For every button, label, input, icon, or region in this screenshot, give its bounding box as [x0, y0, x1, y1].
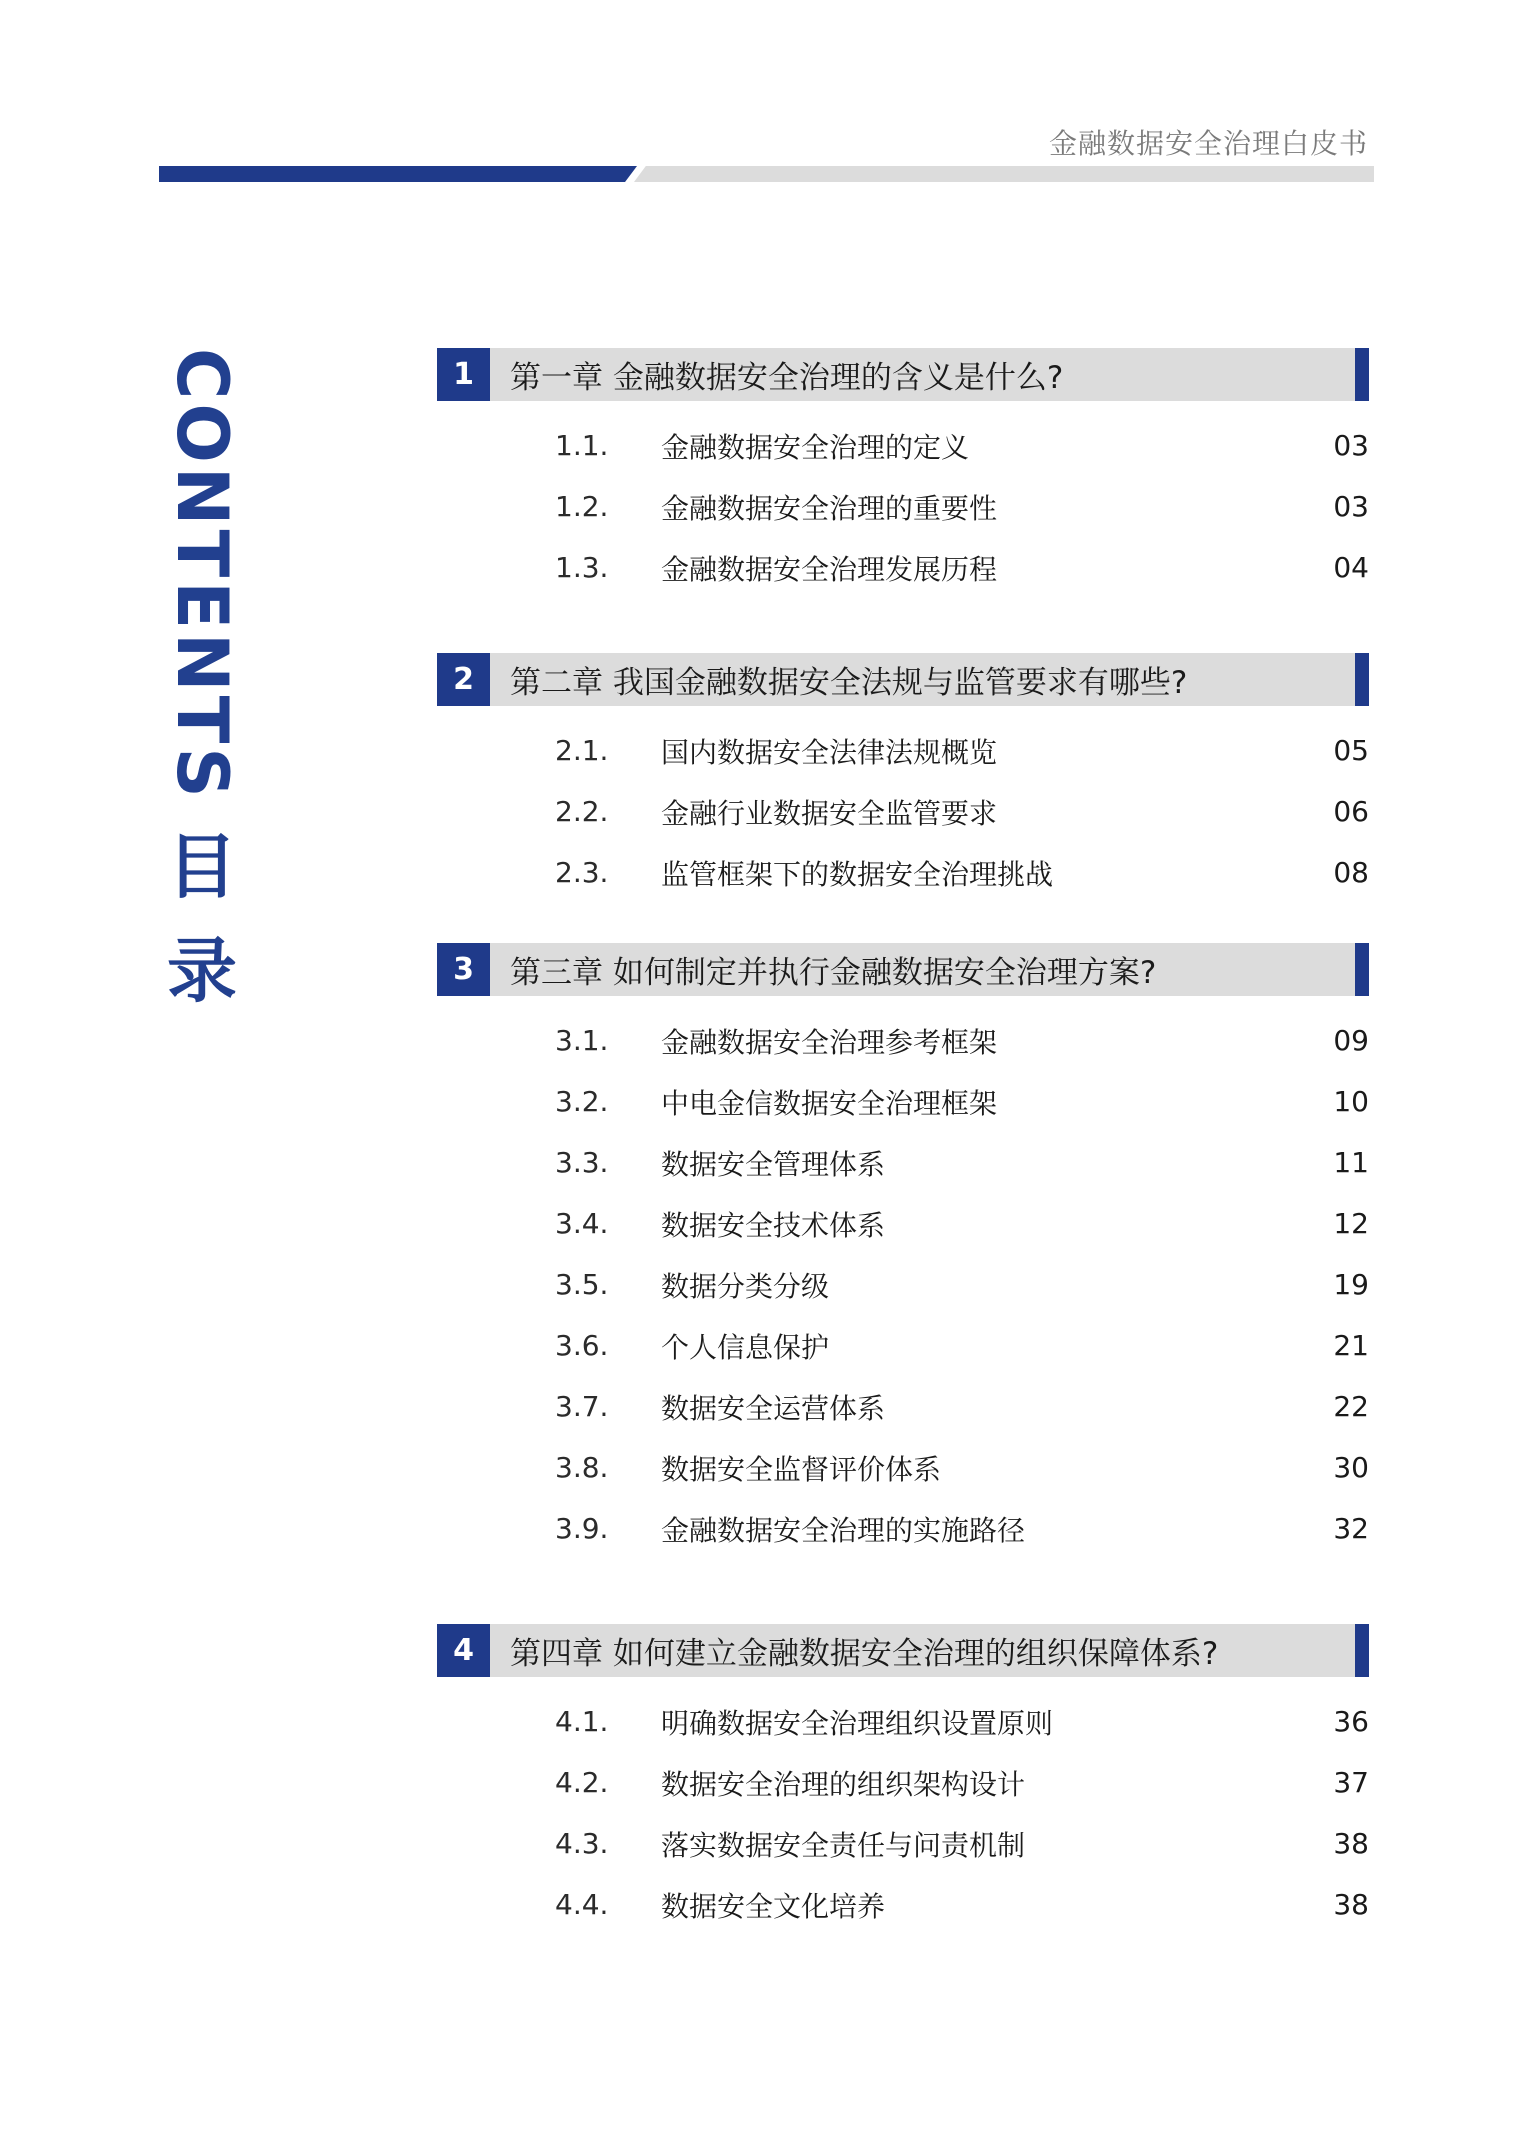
- entry-page: 38: [1333, 1888, 1369, 1921]
- chapter-4: [437, 1624, 1369, 1935]
- toc-entry[interactable]: [437, 476, 1369, 537]
- entry-label: 数据安全治理的组织架构设计: [661, 1767, 1026, 1801]
- chapter-end-marker: [1355, 1624, 1369, 1677]
- entry-number: 4.2.: [555, 1766, 609, 1799]
- entry-label: 金融数据安全治理的定义: [661, 430, 970, 464]
- entry-page: 11: [1333, 1146, 1369, 1179]
- entry-page: 22: [1333, 1390, 1369, 1423]
- table-of-contents: [437, 348, 1369, 1935]
- entry-number: 4.4.: [555, 1888, 609, 1921]
- chapter-title: 第一章 金融数据安全治理的含义是什么?: [510, 360, 1064, 396]
- entry-number: 3.6.: [555, 1329, 609, 1362]
- entry-label: 中电金信数据安全治理框架: [661, 1086, 998, 1120]
- toc-entry[interactable]: [437, 1132, 1369, 1193]
- entry-page: 21: [1333, 1329, 1369, 1362]
- entry-number: 3.1.: [555, 1024, 609, 1057]
- entry-number: 3.7.: [555, 1390, 609, 1423]
- chapter-1: [437, 348, 1369, 598]
- toc-entry[interactable]: [437, 1071, 1369, 1132]
- contents-latin: CONTENTS: [161, 348, 243, 802]
- chapter-header[interactable]: [437, 1624, 1369, 1677]
- entry-page: 08: [1333, 856, 1369, 889]
- entry-page: 09: [1333, 1024, 1369, 1057]
- entry-page: 03: [1333, 429, 1369, 462]
- entry-label: 数据安全技术体系: [661, 1208, 886, 1242]
- toc-entry[interactable]: [437, 1498, 1369, 1559]
- toc-entry[interactable]: [437, 1752, 1369, 1813]
- chapter-number: 1: [437, 348, 490, 401]
- chapter-header[interactable]: [437, 653, 1369, 706]
- chapter-number: 4: [437, 1624, 490, 1677]
- toc-entry[interactable]: [437, 1376, 1369, 1437]
- toc-entry[interactable]: [437, 1874, 1369, 1935]
- chapter-entries: [437, 401, 1369, 598]
- entry-number: 3.8.: [555, 1451, 609, 1484]
- chapter-number: 3: [437, 943, 490, 996]
- entry-number: 3.5.: [555, 1268, 609, 1301]
- chapter-number: 2: [437, 653, 490, 706]
- entry-page: 32: [1333, 1512, 1369, 1545]
- chapter-end-marker: [1355, 653, 1369, 706]
- entry-label: 监管框架下的数据安全治理挑战: [661, 857, 1054, 891]
- chapter-entries: [437, 996, 1369, 1559]
- chapter-title: 第三章 如何制定并执行金融数据安全治理方案?: [510, 955, 1157, 991]
- toc-entry[interactable]: [437, 1437, 1369, 1498]
- entry-page: 10: [1333, 1085, 1369, 1118]
- entry-number: 2.2.: [555, 795, 609, 828]
- entry-label: 金融数据安全治理的实施路径: [661, 1513, 1026, 1547]
- entry-number: 3.2.: [555, 1085, 609, 1118]
- entry-page: 30: [1333, 1451, 1369, 1484]
- entry-number: 3.3.: [555, 1146, 609, 1179]
- entry-number: 2.1.: [555, 734, 609, 767]
- entry-label: 金融数据安全治理的重要性: [661, 491, 998, 525]
- toc-entry[interactable]: [437, 1691, 1369, 1752]
- chapter-title: 第二章 我国金融数据安全法规与监管要求有哪些?: [510, 665, 1188, 701]
- toc-entry[interactable]: [437, 1010, 1369, 1071]
- entry-label: 个人信息保护: [661, 1330, 830, 1364]
- entry-label: 数据安全运营体系: [661, 1391, 886, 1425]
- entry-number: 2.3.: [555, 856, 609, 889]
- entry-number: 1.2.: [555, 490, 609, 523]
- entry-page: 06: [1333, 795, 1369, 828]
- entry-label: 数据安全管理体系: [661, 1147, 886, 1181]
- entry-number: 3.9.: [555, 1512, 609, 1545]
- header-title: 金融数据安全治理白皮书: [1048, 127, 1368, 160]
- entry-page: 38: [1333, 1827, 1369, 1860]
- entry-page: 05: [1333, 734, 1369, 767]
- chapter-end-marker: [1355, 348, 1369, 401]
- entry-label: 数据安全文化培养: [661, 1889, 886, 1923]
- chapter-header[interactable]: [437, 348, 1369, 401]
- toc-entry[interactable]: [437, 1193, 1369, 1254]
- chapter-3: [437, 943, 1369, 1559]
- entry-page: 04: [1333, 551, 1369, 584]
- toc-entry[interactable]: [437, 781, 1369, 842]
- header-bar-gray: [634, 166, 1374, 182]
- entry-label: 数据安全监督评价体系: [661, 1452, 942, 1486]
- chapter-entries: [437, 706, 1369, 903]
- chapter-title: 第四章 如何建立金融数据安全治理的组织保障体系?: [510, 1636, 1219, 1672]
- entry-page: 12: [1333, 1207, 1369, 1240]
- entry-number: 1.3.: [555, 551, 609, 584]
- toc-entry[interactable]: [437, 537, 1369, 598]
- entry-page: 36: [1333, 1705, 1369, 1738]
- entry-page: 37: [1333, 1766, 1369, 1799]
- chapter-end-marker: [1355, 943, 1369, 996]
- toc-entry[interactable]: [437, 1254, 1369, 1315]
- entry-label: 明确数据安全治理组织设置原则: [661, 1706, 1054, 1740]
- entry-number: 4.3.: [555, 1827, 609, 1860]
- contents-cjk-2: 录: [167, 929, 237, 1012]
- entry-number: 4.1.: [555, 1705, 609, 1738]
- chapter-header[interactable]: [437, 943, 1369, 996]
- contents-side-title: [161, 348, 243, 1012]
- entry-label: 落实数据安全责任与问责机制: [661, 1828, 1026, 1862]
- toc-entry[interactable]: [437, 1315, 1369, 1376]
- contents-cjk-1: 目: [167, 825, 237, 908]
- entry-label: 数据分类分级: [661, 1269, 830, 1303]
- entry-page: 19: [1333, 1268, 1369, 1301]
- toc-entry[interactable]: [437, 1813, 1369, 1874]
- header-bar-blue: [159, 166, 637, 182]
- entry-number: 3.4.: [555, 1207, 609, 1240]
- entry-label: 金融数据安全治理发展历程: [661, 552, 998, 586]
- entry-label: 金融数据安全治理参考框架: [661, 1025, 998, 1059]
- chapter-entries: [437, 1677, 1369, 1935]
- entry-label: 金融行业数据安全监管要求: [661, 796, 998, 830]
- entry-page: 03: [1333, 490, 1369, 523]
- toc-entry[interactable]: [437, 415, 1369, 476]
- chapter-2: [437, 653, 1369, 903]
- toc-entry[interactable]: [437, 842, 1369, 903]
- entry-number: 1.1.: [555, 429, 609, 462]
- toc-entry[interactable]: [437, 720, 1369, 781]
- entry-label: 国内数据安全法律法规概览: [661, 735, 998, 769]
